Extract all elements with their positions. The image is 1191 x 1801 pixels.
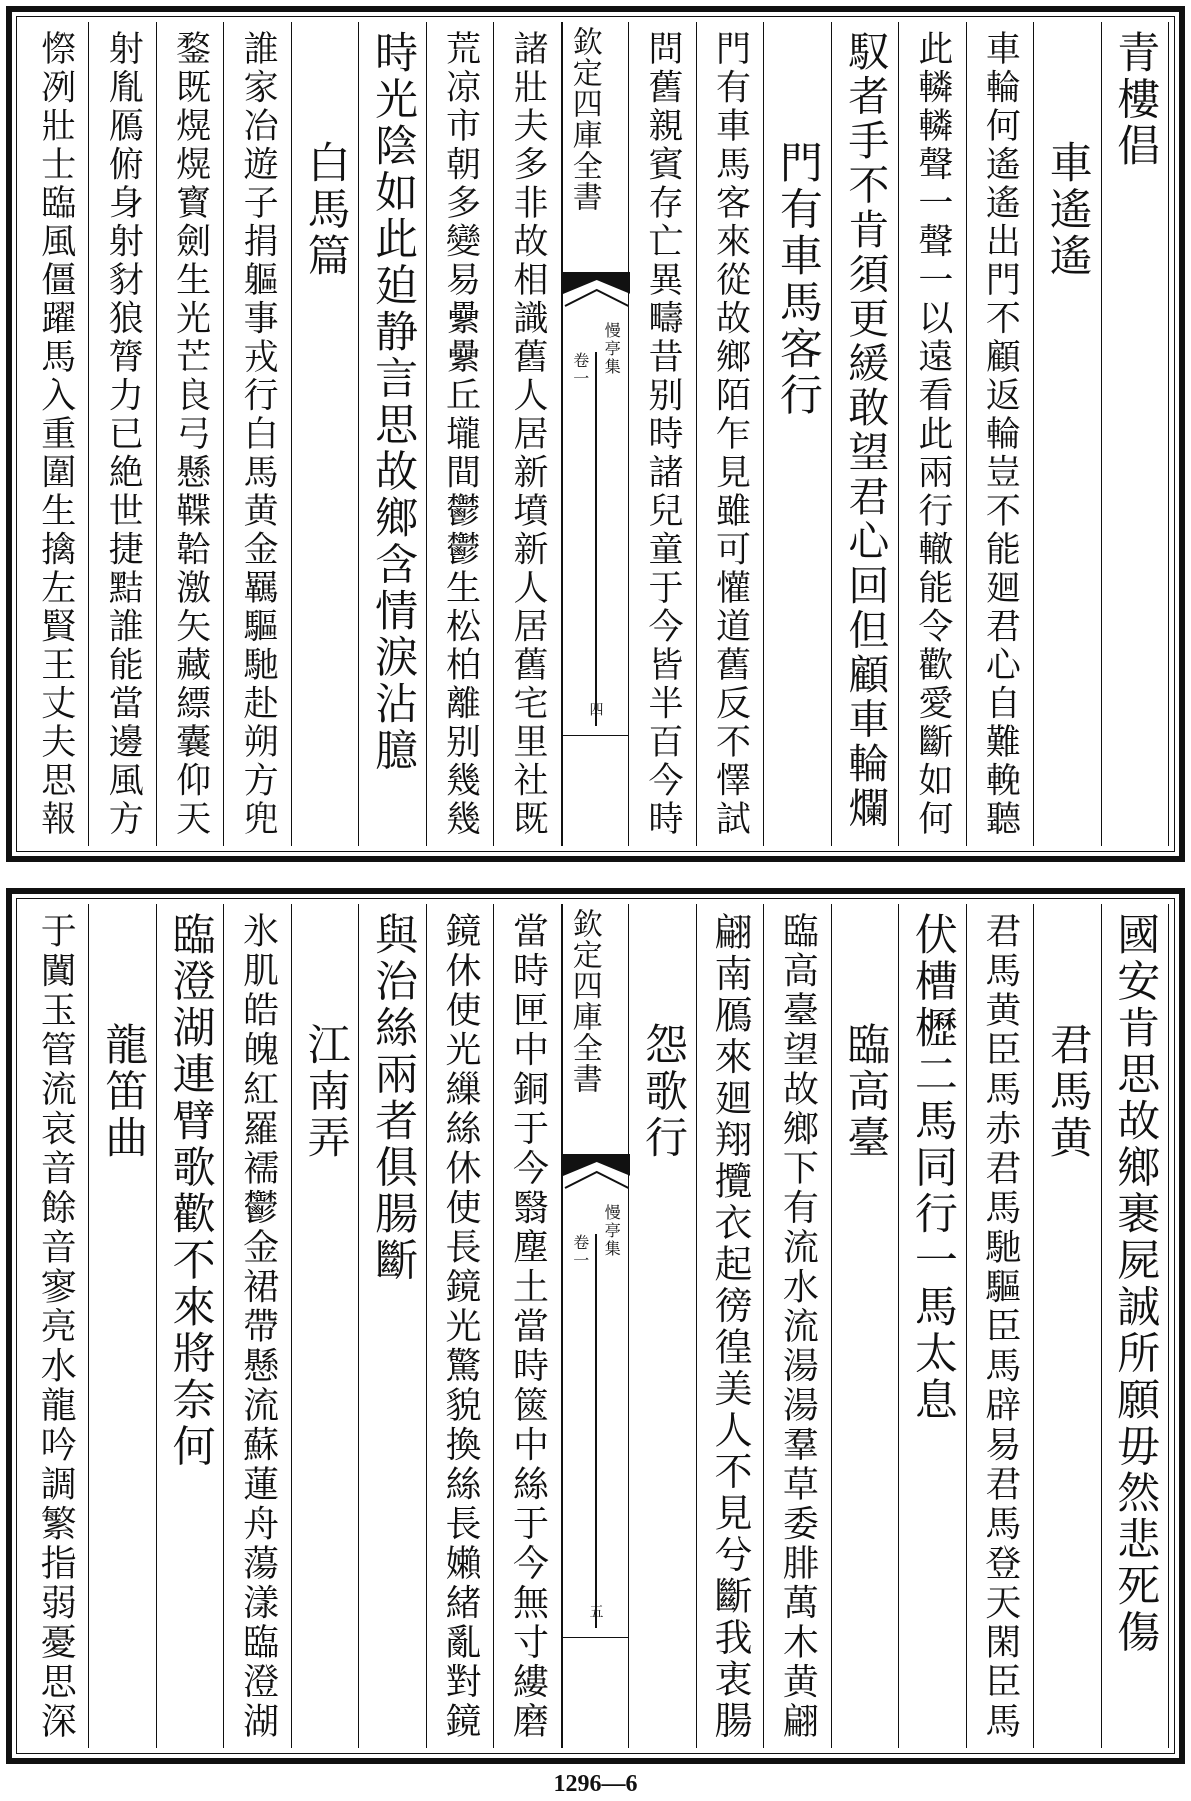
bottom-page-frame xyxy=(6,888,1185,1764)
book-title: 慢亭集 xyxy=(602,322,622,376)
poem-title-column xyxy=(292,22,359,846)
poem-line: 臨澄湖連臂歌歡不來將奈何 xyxy=(165,912,216,1470)
poem-line: 射胤鴈俯身射豺狼膂力已絶世捷黠誰能當邊風方 xyxy=(103,30,144,839)
fold-rule xyxy=(563,735,628,737)
text-column xyxy=(224,22,291,846)
text-column xyxy=(427,22,494,846)
text-column xyxy=(697,22,764,846)
center-fold-column xyxy=(562,22,629,846)
poem-line: 伏槽櫪二馬同行一馬太息 xyxy=(907,912,958,1424)
poem-title-column xyxy=(629,904,696,1748)
text-column xyxy=(1102,904,1169,1748)
fold-line xyxy=(595,1234,597,1628)
top-page-columns xyxy=(22,22,1169,846)
poem-line: 時光陰如此廹静言思故鄉含情淚沾臆 xyxy=(368,30,419,774)
poem-line: 當時匣中銅于今翳塵土當時篋中絲于今無寸縷磨 xyxy=(507,912,549,1742)
text-column xyxy=(157,22,224,846)
book-title: 慢亭集 xyxy=(602,1204,622,1258)
page-code: 1296—6 xyxy=(553,1771,638,1797)
poem-line: 翩南鴈來廻翔攬衣起徬徨美人不見兮斷我衷腸 xyxy=(707,912,752,1742)
text-column xyxy=(764,904,831,1748)
poem-line: 臨高臺望故鄉下有流水流湯湯羣草委腓萬木黄翩 xyxy=(777,912,819,1742)
text-column xyxy=(967,904,1034,1748)
poem-line: 誰家冶遊子捐軀事戎行白馬黄金羈驅馳赴朔方兜 xyxy=(238,30,279,839)
poem-line: 此轔轔聲一聲一以遠看此兩行轍能令歡愛斷如何 xyxy=(912,30,953,839)
text-column xyxy=(1102,22,1169,846)
poem-line: 車輪何遙遙出門不顧返輪豈不能廻君心自難輓聽 xyxy=(980,30,1021,839)
bottom-page-columns xyxy=(22,904,1169,1748)
top-page-frame xyxy=(6,6,1185,862)
text-column xyxy=(427,904,494,1748)
leaf-number: 四 xyxy=(587,702,604,716)
center-fold-column xyxy=(562,904,629,1748)
poem-line: 門有車馬客來從故鄉陌乍見雖可懽道舊反不懌試 xyxy=(710,30,751,839)
volume-label: 卷一 xyxy=(570,1234,590,1270)
text-column xyxy=(899,22,966,846)
poem-title: 君馬黄 xyxy=(1042,1022,1093,1162)
poem-line: 國安肯思故鄉裹屍誠所願毋然悲死傷 xyxy=(1110,912,1161,1656)
poem-line: 問舊親賓存亡異疇昔别時諸兒童于今皆半百今時 xyxy=(642,30,683,839)
fold-rule xyxy=(563,1637,628,1639)
fishtail-mark-icon xyxy=(563,272,630,312)
text-column xyxy=(22,904,89,1748)
poem-line: 鏡休使光繅絲休使長鏡光驚貌換絲長嬾緒亂對鏡 xyxy=(440,912,482,1742)
volume-label: 卷一 xyxy=(570,352,590,388)
poem-line: 于闐玉管流哀音餘音寥亮水龍吟調繁指弱憂思深 xyxy=(35,912,77,1742)
poem-title-column xyxy=(89,904,156,1748)
poem-title: 臨高臺 xyxy=(840,1022,891,1162)
poem-title: 江南弄 xyxy=(300,1022,351,1162)
text-column xyxy=(359,22,426,846)
poem-title: 怨歌行 xyxy=(637,1022,688,1162)
poem-title-column xyxy=(832,904,899,1748)
poem-line: 與治絲兩者俱腸斷 xyxy=(368,912,419,1284)
poem-line: 諸壯夫多非故相識舊人居新墳新人居舊宅里社既 xyxy=(508,30,549,839)
poem-title-column xyxy=(764,22,831,846)
poem-title-column xyxy=(292,904,359,1748)
text-column xyxy=(89,22,156,846)
poem-line: 馭者手不肯須更緩敢望君心回但顧車輪爛 xyxy=(841,30,890,831)
poem-line: 鍪既熀熀寳劍生光芒良弓懸鞢韐激矢藏縹囊仰天 xyxy=(170,30,211,839)
text-column xyxy=(899,904,966,1748)
text-column xyxy=(224,904,291,1748)
poem-title-column xyxy=(1034,904,1101,1748)
text-column xyxy=(832,22,899,846)
text-column xyxy=(967,22,1034,846)
poem-line: 氷肌皓魄紅羅襦鬱金裙帶懸流蘇蓮舟蕩漾臨澄湖 xyxy=(237,912,279,1742)
poem-line: 青樓倡 xyxy=(1110,30,1161,170)
poem-title-column xyxy=(1034,22,1101,846)
fishtail-mark-icon xyxy=(563,1154,630,1194)
text-column xyxy=(157,904,224,1748)
poem-line: 憏冽壯士臨風僵躍馬入重圍生擒左賢王丈夫思報 xyxy=(35,30,76,839)
text-column xyxy=(359,904,426,1748)
leaf-number: 五 xyxy=(587,1604,604,1618)
text-column xyxy=(629,22,696,846)
text-column xyxy=(494,22,561,846)
poem-title: 車遙遙 xyxy=(1042,140,1093,280)
collection-title: 欽定四庫全書 xyxy=(566,26,602,212)
poem-title: 龍笛曲 xyxy=(98,1022,149,1162)
poem-line: 荒凉市朝多變易纍纍丘壠間鬱鬱生松柏離别幾幾 xyxy=(440,30,481,839)
text-column xyxy=(697,904,764,1748)
text-column xyxy=(494,904,561,1748)
poem-title: 門有車馬客行 xyxy=(772,140,823,419)
collection-title: 欽定四庫全書 xyxy=(566,908,602,1094)
poem-line: 君馬黄臣馬赤君馬馳驅臣馬辟易君馬登天閑臣馬 xyxy=(979,912,1021,1742)
fold-line xyxy=(595,352,597,726)
poem-title: 白馬篇 xyxy=(300,140,351,280)
text-column xyxy=(22,22,89,846)
